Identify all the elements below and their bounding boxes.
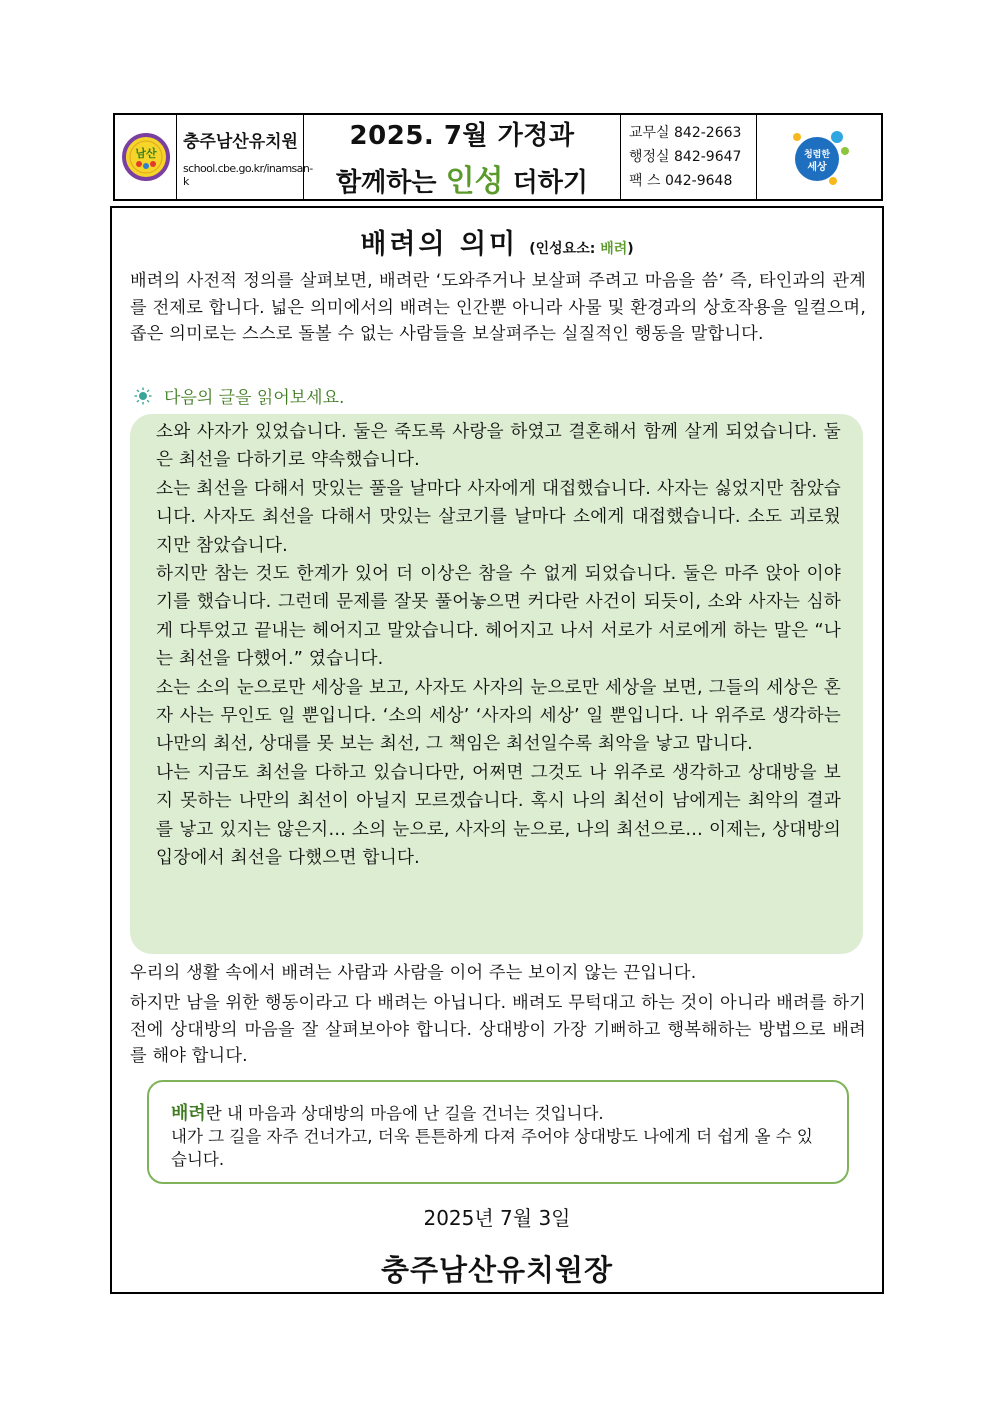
intro-paragraph: 배려의 사전적 정의를 살펴보면, 배려란 ‘도와주거나 보살펴 주려고 마음을 씀’ 즉, 타인과의 관계를 전제로 합니다. 넓은 의미에서의 배려는 인간뿐 아니라 사물 및 환경과의 상호작용을 일컬으며, 좁은 의미로는 스스로 돌볼 수 없는 사람들을 보살펴주는 실질적인 행동을 말합니다. [130,271,866,344]
title-post: 더하기 [503,167,588,198]
subtitle-post: ) [627,241,634,257]
subtitle-pre: (인성요소: [529,241,601,257]
principal-signature: 충주남산유치원장 [380,1253,614,1287]
newsletter-title-line2 [336,156,588,200]
quote-line1 [171,1102,825,1125]
quote-line2: 내가 그 길을 자주 건너가고, 더욱 튼튼하게 다져 주어야 상대방도 나에게 더 쉽게 올 수 있습니다. [171,1127,813,1169]
logo-text: 남산 [134,147,157,160]
phone-teachers-office: 교무실 842-2663 [629,125,742,141]
integrity-slogan-icon [787,125,851,189]
slogan-line2: 세상 [807,162,827,173]
story-paragraph: 하지만 참는 것도 한계가 있어 더 이상은 참을 수 없게 되었습니다. 둘은 마주 앉아 이야기를 했습니다. 그런데 문제를 잘못 풀어놓으면 커다란 사건이 되듯이, 소와 사자는 심하게 다투었고 끝내는 헤어지고 말았습니다. 헤어지고 나서 서로가 서로에게 하는 말은 “나는 최선을 다했어.” 였습니다. [156,564,841,670]
title-pre: 함께하는 [336,167,446,198]
instruction-text: 다음의 글을 읽어보세요. [164,388,345,408]
quote-keyword: 배려 [171,1103,206,1124]
school-logo-cell [115,115,177,199]
title-highlight: 인성 [445,163,504,199]
quote-box [147,1080,849,1184]
content-frame [110,206,884,1294]
issue-date: 2025년 7월 3일 [423,1206,571,1230]
integrity-slogan-cell [757,115,881,199]
school-name: 충주남산유치원 [183,131,298,152]
subtitle-highlight: 배려 [600,241,628,257]
reading-instruction [134,383,344,408]
story-paragraph: 소는 최선을 다해서 맛있는 풀을 날마다 사자에게 대접했습니다. 사자는 싫었지만 참았습니다. 사자도 최선을 다해서 맛있는 살코기를 날마다 소에게 대접했습니다. 소도 괴로웠지만 참았습니다. [156,478,841,556]
section-title [112,222,882,261]
story-paragraph: 나는 지금도 최선을 다하고 있습니다만, 어쩌면 그것도 나 위주로 생각하고 상대방을 보지 못하는 나만의 최선이 아닐지 모르겠습니다. 혹시 나의 최선이 남에게는 최악의 결과를 낳고 있지는 않은지… 소의 눈으로, 사자의 눈으로, 나의 최선으로… 이제는, 상대방의 입장에서 최선을 다했으면 합니다. [156,762,841,869]
story-box [130,414,863,954]
fax-number: 팩 스 042-9648 [629,173,733,189]
newsletter-title-cell [304,115,621,199]
phone-admin-office: 행정실 842-9647 [629,149,742,165]
quote-rest-line1: 란 내 마음과 상대방의 마음에 난 길을 건너는 것입니다. [205,1104,604,1123]
slogan-line1: 청렴한 [803,150,831,160]
contact-cell [621,115,757,199]
story-paragraph: 소와 사자가 있었습니다. 둘은 죽도록 사랑을 하였고 결혼해서 함께 살게 되었습니다. 둘은 최선을 다하기로 약속했습니다. [156,422,841,471]
school-info-cell [177,115,313,199]
header-table [113,113,883,201]
school-url: school.cbe.go.kr/inamsan-k [183,161,313,188]
closing-paragraph-2: 하지만 남을 위한 행동이라고 다 배려는 아닙니다. 배려도 무턱대고 하는 것이 아니라 배려를 하기 전에 상대방의 마음을 잘 살펴보아야 합니다. 상대방이 가장 기뻐하고 행복해하는 방법으로 배려를 해야 합니다. [130,993,866,1066]
newsletter-title-line1: 2025. 7월 가정과 [349,120,575,151]
school-logo-icon [122,133,170,181]
section-title-text: 배려의 의미 [360,229,519,260]
sun-bullet-icon [134,387,152,405]
closing-paragraph-1: 우리의 생활 속에서 배려는 사람과 사람을 이어 주는 보이지 않는 끈입니다. [130,963,697,983]
story-paragraph: 소는 소의 눈으로만 세상을 보고, 사자도 사자의 눈으로만 세상을 보면, 그들의 세상은 혼자 사는 무인도 일 뿐입니다. ‘소의 세상’ ‘사자의 세상’ 일 뿐입니다. 나 위주로 생각하는 나만의 최선, 상대를 못 보는 최선, 그 책임은 최선일수록 최악을 낳고 맙니다. [156,677,841,755]
section-subtitle [529,241,633,257]
